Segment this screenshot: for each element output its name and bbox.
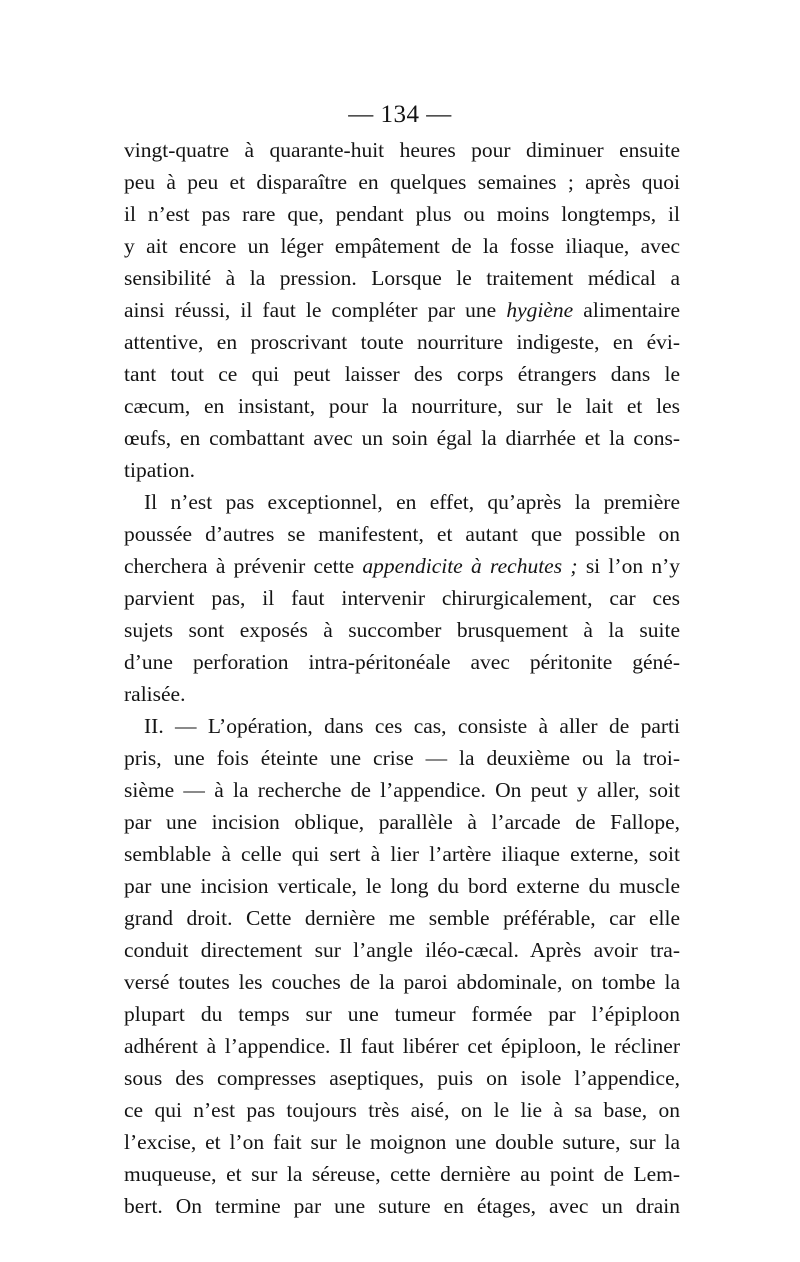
text-line <box>124 294 680 326</box>
text-line: pris, une fois éteinte une crise — la deuxième ou la troi- <box>124 746 680 770</box>
text-run: si l’on n’y <box>577 554 681 578</box>
text-line: l’excise, et l’on fait sur le moignon une double suture, sur la <box>124 1130 680 1154</box>
text-line: il n’est pas rare que, pendant plus ou moins longtemps, il <box>124 202 680 226</box>
italic-emphasis: hygiène <box>506 298 574 322</box>
page-number: — 134 — <box>348 101 452 128</box>
paragraph-end-line: ralisée. <box>124 682 186 706</box>
text-line: sième — à la recherche de l’appendice. On peut y aller, soit <box>124 778 680 802</box>
text-line: cæcum, en insistant, pour la nourriture, sur le lait et les <box>124 394 680 418</box>
text-line: bert. On termine par une suture en étages, avec un drain <box>124 1194 680 1218</box>
text-line: vingt-quatre à quarante-huit heures pour diminuer ensuite <box>124 138 680 162</box>
text-line: semblable à celle qui sert à lier l’artère iliaque externe, soit <box>124 842 680 866</box>
text-run: ainsi réussi, il faut le compléter par une <box>124 298 507 322</box>
paragraph-first-line: Il n’est pas exceptionnel, en effet, qu’après la première <box>144 490 680 514</box>
text-line: par une incision oblique, parallèle à l’arcade de Fallope, <box>124 810 680 834</box>
text-line: plupart du temps sur une tumeur formée par l’épiploon <box>124 1002 680 1026</box>
text-line: poussée d’autres se manifestent, et autant que possible on <box>124 522 680 546</box>
text-line: tant tout ce qui peut laisser des corps étrangers dans le <box>124 362 680 386</box>
text-line: d’une perforation intra-péritonéale avec péritonite géné- <box>124 650 680 674</box>
text-line: ce qui n’est pas toujours très aisé, on le lie à sa base, on <box>124 1098 680 1122</box>
text-line: peu à peu et disparaître en quelques semaines ; après quoi <box>124 170 680 194</box>
text-line: versé toutes les couches de la paroi abdominale, on tombe la <box>124 970 680 994</box>
paragraph-first-line: II. — L’opération, dans ces cas, consiste à aller de parti <box>144 714 680 738</box>
paragraph-end-line: tipation. <box>124 458 196 482</box>
text-run: cherchera à prévenir cette <box>124 554 363 578</box>
text-line: muqueuse, et sur la séreuse, cette dernière au point de Lem- <box>124 1162 680 1186</box>
body-text <box>124 134 680 1222</box>
text-run: alimentaire <box>573 298 681 322</box>
text-line: grand droit. Cette dernière me semble préférable, car elle <box>124 906 680 930</box>
text-line: parvient pas, il faut intervenir chirurgicalement, car ces <box>124 586 680 610</box>
text-line: sous des compresses aseptiques, puis on isole l’appendice, <box>124 1066 680 1090</box>
text-line: adhérent à l’appendice. Il faut libérer cet épiploon, le récliner <box>124 1034 680 1058</box>
text-line: sensibilité à la pression. Lorsque le traitement médical a <box>124 266 680 290</box>
text-line: œufs, en combattant avec un soin égal la diarrhée et la cons- <box>124 426 680 450</box>
italic-emphasis: appendicite à rechutes ; <box>362 554 578 578</box>
text-line: y ait encore un léger empâtement de la fosse iliaque, avec <box>124 234 680 258</box>
text-line: conduit directement sur l’angle iléo-cæcal. Après avoir tra- <box>124 938 680 962</box>
text-line: attentive, en proscrivant toute nourriture indigeste, en évi- <box>124 330 680 354</box>
text-line: sujets sont exposés à succomber brusquement à la suite <box>124 618 680 642</box>
text-line: par une incision verticale, le long du bord externe du muscle <box>124 874 680 898</box>
text-line <box>124 550 680 582</box>
